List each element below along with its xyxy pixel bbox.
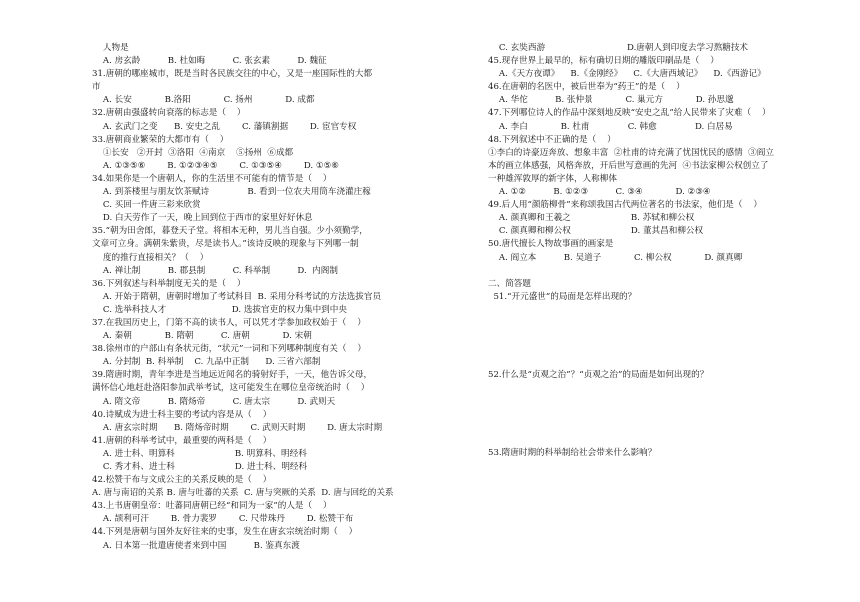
text-line: A. 房玄龄 B. 杜如晦 C. 张玄素 D. 魏征 bbox=[92, 56, 327, 67]
text-line: A. 阎立本 B. 吴道子 C. 柳公权 D. 颜真卿 bbox=[488, 252, 743, 263]
text-line: A. ①② B. ①②③ C. ③④ D. ②③④ bbox=[488, 187, 711, 198]
text-line: A. 长安 B.洛阳 C. 扬州 D. 成都 bbox=[92, 95, 315, 106]
text-line: 40.诗赋成为进士科主要的考试内容是从（ ） bbox=[92, 409, 272, 420]
answer-space-51 bbox=[488, 304, 838, 369]
text-line: C. 玄奘西游 D.唐朝人到印度去学习熬糖技术 bbox=[488, 43, 749, 53]
text-line: 44.下列是唐朝与国外友好往来的史事，发生在唐玄宗统治时期（ ） bbox=[92, 527, 358, 538]
text-line: C. 选举科技人才 D. 选拔官吏的权力集中到中央 bbox=[92, 304, 347, 315]
text-line: D. 白天劳作了一天，晚上回到位于西市的家里好好休息 bbox=[92, 213, 313, 224]
text-line: A. 日本第一批遣唐使者来到中国 B. 鉴真东渡 bbox=[92, 540, 300, 551]
text-line: A. 李白 B. 杜甫 C. 韩愈 D. 白居易 bbox=[488, 121, 733, 132]
text-line: A. 颜真卿和王羲之 B. 苏轼和柳公权 bbox=[488, 213, 695, 224]
text-line: 31.唐朝的哪座城市，既是当时各民族交往的中心，又是一座国际性的大都 bbox=[92, 69, 373, 80]
text-line: 45.现存世界上最早的，标有确切日期的雕版印刷品是（ ） bbox=[488, 56, 719, 67]
text-line: 满怀信心地赶赴洛阳参加武举考试，这可能发生在哪位皇帝统治时（ ） bbox=[92, 383, 370, 394]
text-line: 一种雄浑敦厚的新字体，人称柳体 bbox=[488, 173, 617, 184]
text-line: ①长安 ②开封 ③洛阳 ④南京 ⑤扬州 ⑥成都 bbox=[92, 147, 294, 158]
text-line: 47.下列哪位诗人的作品中深刻地反映“安史之乱”给人民带来了灾难（ ） bbox=[488, 108, 771, 119]
text-line: 38.徐州市的户部山有条状元街，“状元”一词和下列哪种制度有关（ ） bbox=[92, 344, 367, 355]
text-line: C. 买回一件唐三彩来欣赏 bbox=[92, 200, 201, 211]
text-line: A. 开始于隋朝，唐朝时增加了考试科目 B. 采用分科考试的方法选拔官员 bbox=[92, 291, 382, 302]
text-line: 39.隋唐时期，青年李进是当地远近闻名的骑射好手，一天，他告诉父母， bbox=[92, 370, 373, 381]
text-line: A. 华佗 B. 张仲景 C. 巢元方 D. 孙思邈 bbox=[488, 95, 734, 106]
text-line: 50.唐代擅长人物故事画的画家是 bbox=[488, 239, 614, 250]
text-line: 34.如果你是一个唐朝人，你的生活里不可能有的情节是（ ） bbox=[92, 173, 332, 184]
text-line: 人物是 bbox=[92, 43, 129, 53]
text-line: 33.唐朝商业繁荣的大都市有（ ） bbox=[92, 134, 229, 145]
text-line: A. 玄武门之变 B. 安史之乱 C. 藩镇割据 D. 宦官专权 bbox=[92, 121, 357, 132]
text-line: A. ①③⑤⑥ B. ①②③④⑤ C. ①③⑤④ D. ①⑤⑥ bbox=[92, 160, 339, 171]
text-line: A. 分封制 B. 科举制 C. 九品中正制 D. 三省六部制 bbox=[92, 357, 321, 368]
text-line: 32.唐朝由强盛转向衰落的标志是（ ） bbox=[92, 108, 246, 119]
text-line: 48.下列叙述中不正确的是（ ） bbox=[488, 134, 616, 145]
text-line: 35.“朝为田舍郎，暮登天子堂。将相本无种，男儿当自强。少小须勤学， bbox=[92, 226, 368, 237]
section-heading: 二、简答题 bbox=[488, 278, 531, 289]
text-line: 本的画立体感强，风格奔放，开后世写意画的先河 ④书法家柳公权创立了 bbox=[488, 160, 769, 171]
text-line: C. 颜真卿和柳公权 D. 董其昌和柳公权 bbox=[488, 226, 704, 237]
text-line: 度的推行直接相关？（ ） bbox=[92, 252, 209, 263]
text-line: 46.在唐朝的名医中，被后世奉为“药王”的是（ ） bbox=[488, 82, 685, 93]
text-line: A. 隋文帝 B. 隋炀帝 C. 唐太宗 D. 武则天 bbox=[92, 396, 336, 407]
text-line: 42.松赞干布与文成公主的关系反映的是（ ） bbox=[92, 475, 272, 486]
text-line: A. 颉利可汗 B. 骨力裴罗 C. 尺带珠丹 D. 松赞干布 bbox=[92, 514, 354, 525]
text-line: A. 到茶楼里与朋友饮茶赋诗 B. 看到一位农夫用筒车浇灌庄稼 bbox=[92, 187, 371, 198]
text-line: 36.下列叙述与科举制度无关的是（ ） bbox=[92, 278, 246, 289]
text-line: C. 秀才科、进士科 D. 进士科、明经科 bbox=[92, 462, 308, 472]
text-line: ①李白的诗豪迈奔放、想象丰富 ②杜甫的诗充满了忧国忧民的感情 ③阎立 bbox=[488, 147, 774, 158]
text-line: 49.后人用“颜筋柳骨”来称颂我国古代两位著名的书法家，他们是（ ） bbox=[488, 200, 763, 211]
text-line: A. 禅让制 B. 郡县制 C. 科举制 D. 内阁制 bbox=[92, 265, 338, 276]
text-line: A. 秦朝 B. 隋朝 C. 唐朝 D. 宋朝 bbox=[92, 331, 312, 342]
text-line: A.《天方夜谭》 B.《金刚经》 C.《大唐西域记》 D.《西游记》 bbox=[488, 69, 766, 80]
text-line: A. 唐与南诏的关系 B. 唐与吐蕃的关系 C. 唐与突厥的关系 D. 唐与回纥的关系 bbox=[92, 488, 394, 499]
right-column bbox=[488, 42, 838, 460]
question-51: 51.“开元盛世”的局面是怎样出现的？ bbox=[488, 291, 637, 302]
text-line: A. 进士科、明算科 B. 明算科、明经科 bbox=[92, 448, 307, 459]
question-52: 52.什么是“贞观之治”？“贞观之治”的局面是如何出现的？ bbox=[488, 369, 709, 380]
text-line: 37.在我国历史上，门第不高的读书人，可以凭才学参加政权始于（ ） bbox=[92, 317, 366, 328]
answer-space-52 bbox=[488, 382, 838, 447]
text-line: 市 bbox=[92, 82, 101, 93]
text-line: 41.唐朝的科举考试中，最重要的两科是（ ） bbox=[92, 435, 272, 446]
left-column bbox=[92, 42, 442, 553]
text-line: 文章可立身。满朝朱紫贵，尽是读书人。”该诗反映的现象与下列哪一制 bbox=[92, 239, 359, 250]
text-line: 43.上书唐朝皇帝：吐蕃同唐朝已经“和同为一家”的人是（ ） bbox=[92, 501, 332, 512]
spacer bbox=[488, 265, 838, 278]
text-line: A. 唐玄宗时期 B. 隋炀帝时期 C. 武则天时期 D. 唐太宗时期 bbox=[92, 422, 383, 433]
question-53: 53.隋唐时期的科举制给社会带来什么影响？ bbox=[488, 447, 657, 458]
